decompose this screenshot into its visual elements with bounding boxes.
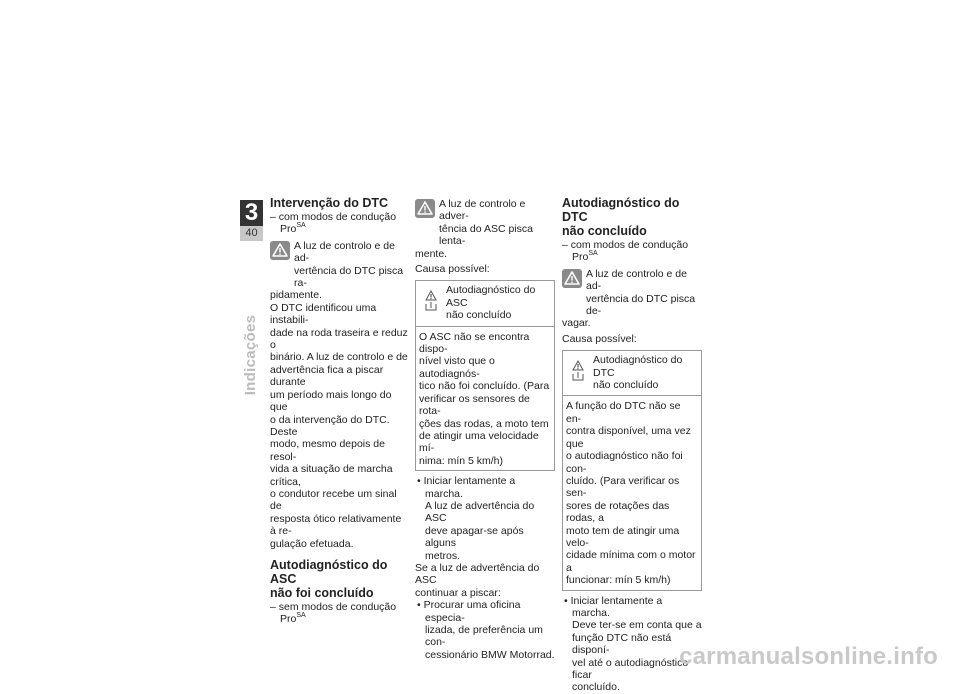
bullet-item: • Iniciar lentamente a marcha. xyxy=(564,594,663,619)
info-box-header: Autodiagnóstico do ASC não concluído xyxy=(416,281,554,326)
watermark: carmanualsonline.info xyxy=(679,643,938,670)
column-2 xyxy=(415,196,555,661)
info-box-body: A função do DTC não se en- contra disponível, uma vez que o autodiagnóstico não foi con- cluído. (Para verificar os sen- sores de rotações das rodas, a moto tem de atingir uma velo- cidade mínima com o motor a funcionar: mín 5 km/h) xyxy=(566,400,696,587)
warning-note: A luz de controlo e de ad- vertência do DTC pisca ra- pidamente. xyxy=(270,239,404,302)
dtc-explanation: O DTC identificou uma instabili- dade na roda traseira e reduz o binário. A luz de controlo e de advertência fica a piscar durante um período mais longo do que o da intervenção do DTC. Deste modo, mesmo depois de resol- vida a situação de marcha crítica, o condutor recebe um sinal de resposta ótico relativamente à re- gulação efetuada. xyxy=(270,301,408,550)
heading-dtc-intervention: Intervenção do DTC xyxy=(270,196,389,210)
column-1 xyxy=(270,196,410,626)
warning-note: A luz de controlo e de ad- vertência do DTC pisca de- vagar. xyxy=(562,267,696,330)
cause-label: Causa possível: xyxy=(415,263,490,276)
indicator-lamp-icon xyxy=(571,360,585,382)
condition-item: – sem modos de condução Pro$^{SA}$ xyxy=(270,600,397,626)
condition-item: – com modos de condução Pro$^{SA}$ xyxy=(270,211,397,236)
condition-item: – com modos de condução Pro$^{SA}$ xyxy=(562,239,689,264)
column-3 xyxy=(562,196,702,694)
indicator-lamp-icon xyxy=(424,290,438,312)
bullet-continuation: lizada, de preferência um con- cessionário BMW Motorrad. xyxy=(425,624,555,661)
section-label: Indicações xyxy=(242,314,259,396)
bullet-item: • Iniciar lentamente a marcha. xyxy=(417,475,516,500)
warning-triangle-icon xyxy=(562,269,582,288)
warning-note: A luz de controlo e adver- tência do ASC pisca lenta- mente. xyxy=(415,198,533,260)
bullet-continuation: A luz de advertência do ASC deve apagar-se após alguns metros. xyxy=(425,499,535,562)
chapter-tab xyxy=(240,200,263,241)
info-box-body: O ASC não se encontra dispo- nível visto que o autodiagnós- tico não foi concluído. (Para verificar os sensores de rota- ções das rodas, a moto tem de atingir uma velocidade mí- nima: mín 5 km/h) xyxy=(419,330,550,467)
heading-dtc-selfdiag: Autodiagnóstico do DTC não concluído xyxy=(562,196,680,238)
heading-asc-selfdiag: Autodiagnóstico do ASC não foi concluído xyxy=(270,557,388,600)
cause-label: Causa possível: xyxy=(562,332,637,345)
warning-triangle-icon xyxy=(415,199,435,218)
bullet-item: • Procurar uma oficina especia- xyxy=(417,599,521,624)
info-box xyxy=(562,350,702,590)
info-box-header: Autodiagnóstico do DTC não concluído xyxy=(563,351,701,396)
bullet-continuation: Deve ter-se em conta que a função DTC não está disponí- vel até o autodiagnóstico ficar concluído. xyxy=(572,619,702,694)
info-box xyxy=(415,280,555,471)
chapter-number: 3 xyxy=(240,200,263,226)
page-number: 40 xyxy=(240,226,263,241)
paragraph: Se a luz de advertência do ASC continuar a piscar: xyxy=(415,561,540,599)
warning-triangle-icon xyxy=(270,241,290,260)
